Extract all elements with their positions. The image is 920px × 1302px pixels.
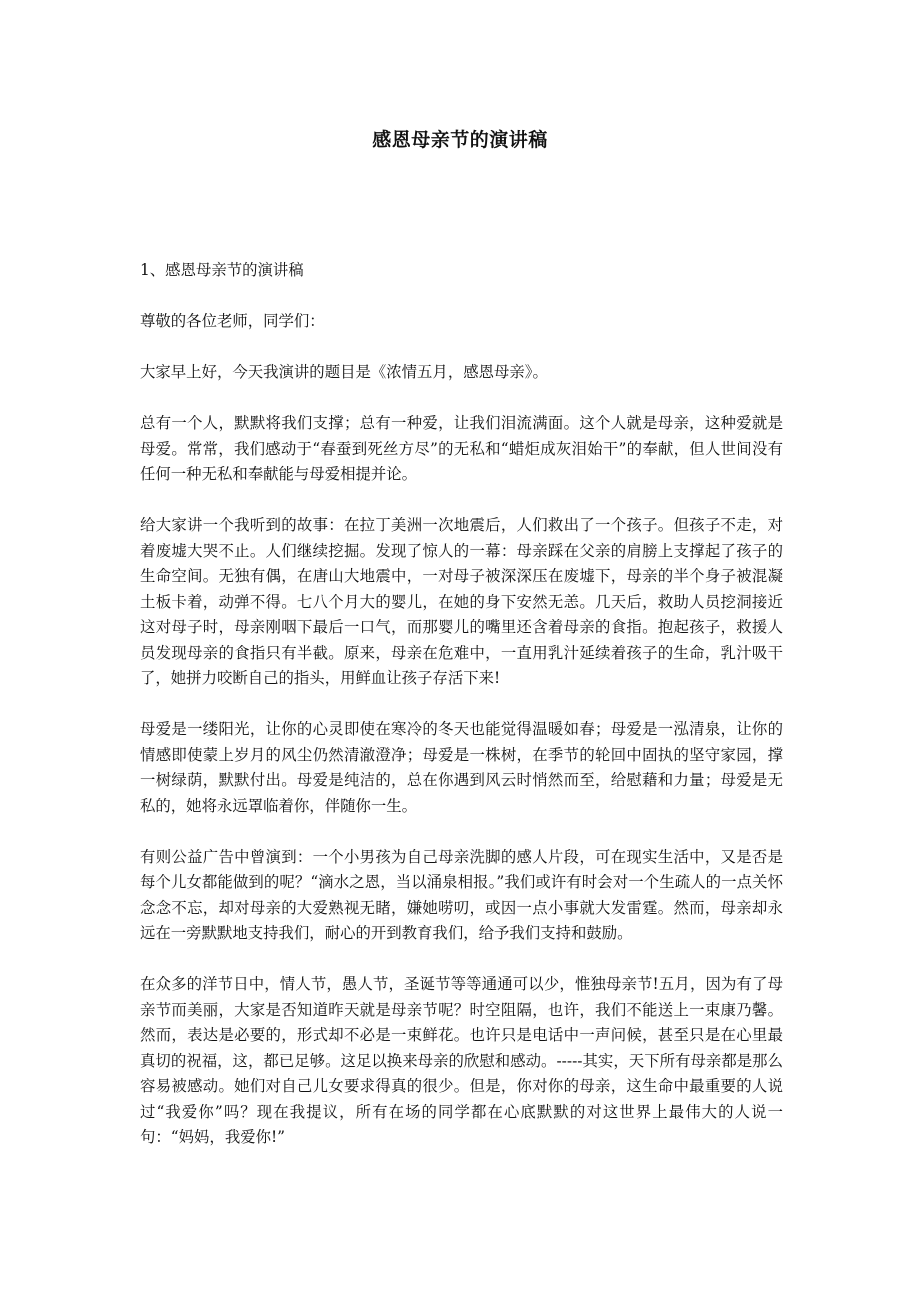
section-heading: 1、感恩母亲节的演讲稿 [140, 261, 304, 279]
paragraph: 在众多的洋节日中，情人节，愚人节，圣诞节等等通通可以少，惟独母亲节!五月，因为有了母亲节而美丽，大家是否知道昨天就是母亲节呢？时空阻隔，也许，我们不能送上一束康乃馨。然而，表达是必要的，形式却不必是一束鲜花。也许只是电话中一声问候，甚至只是在心里最真切的祝福，这，都已足够。这足以换来母亲的欣慰和感动。-----其实，天下所有母亲都是那么容易被感动。她们对自己儿女要求得真的很少。但是，你对你的母亲，这生命中最重要的人说过“我爱你”吗？现在我提议，所有在场的同学都在心底默默的对这世界上最伟大的人说一句：“妈妈，我爱你!” [140, 975, 783, 1146]
paragraph: 总有一个人，默默将我们支撑；总有一种爱，让我们泪流满面。这个人就是母亲，这种爱就是母爱。常常，我们感动于“春蚕到死丝方尽”的无私和“蜡炬成灰泪始干”的奉献，但人世间没有任何一种无私和奉献能与母爱相提并论。 [140, 414, 783, 483]
paragraph-salutation: 尊敬的各位老师，同学们： [140, 312, 325, 330]
paragraph-greeting: 大家早上好，今天我演讲的题目是《浓情五月，感恩母亲》。 [140, 363, 548, 381]
paragraph: 给大家讲一个我听到的故事：在拉丁美洲一次地震后，人们救出了一个孩子。但孩子不走，对着废墟大哭不止。人们继续挖掘。发现了惊人的一幕：母亲踩在父亲的肩膀上支撑起了孩子的生命空间。无独有偶，在唐山大地震中，一对母子被深深压在废墟下，母亲的半个身子被混凝土板卡着，动弹不得。七八个月大的婴儿，在她的身下安然无恙。几天后，救助人员挖洞接近这对母子时，母亲刚咽下最后一口气，而那婴儿的嘴里还含着母亲的食指。抱起孩子，救援人员发现母亲的食指只有半截。原来，母亲在危难中，一直用乳汁延续着孩子的生命，乳汁吸干了，她拼力咬断自己的指头，用鲜血让孩子存活下来! [140, 516, 783, 687]
document-title: 感恩母亲节的演讲稿 [372, 129, 548, 151]
document-body [140, 258, 783, 1176]
paragraph: 母爱是一缕阳光，让你的心灵即使在寒冷的冬天也能觉得温暖如春；母爱是一泓清泉，让你的情感即使蒙上岁月的风尘仍然清澈澄净；母爱是一株树，在季节的轮回中固执的坚守家园，撑一树绿荫，默默付出。母爱是纯洁的，总在你遇到风云时悄然而至，给慰藉和力量；母爱是无私的，她将永远罩临着你，伴随你一生。 [140, 720, 783, 815]
paragraph: 有则公益广告中曾演到：一个小男孩为自己母亲洗脚的感人片段，可在现实生活中，又是否是每个儿女都能做到的呢？“滴水之恩，当以涌泉相报。”我们或许有时会对一个生疏人的一点关怀念念不忘，却对母亲的大爱熟视无睹，嫌她唠叨，或因一点小事就大发雷霆。然而，母亲却永远在一旁默默地支持我们，耐心的开到教育我们，给予我们支持和鼓励。 [140, 847, 783, 942]
